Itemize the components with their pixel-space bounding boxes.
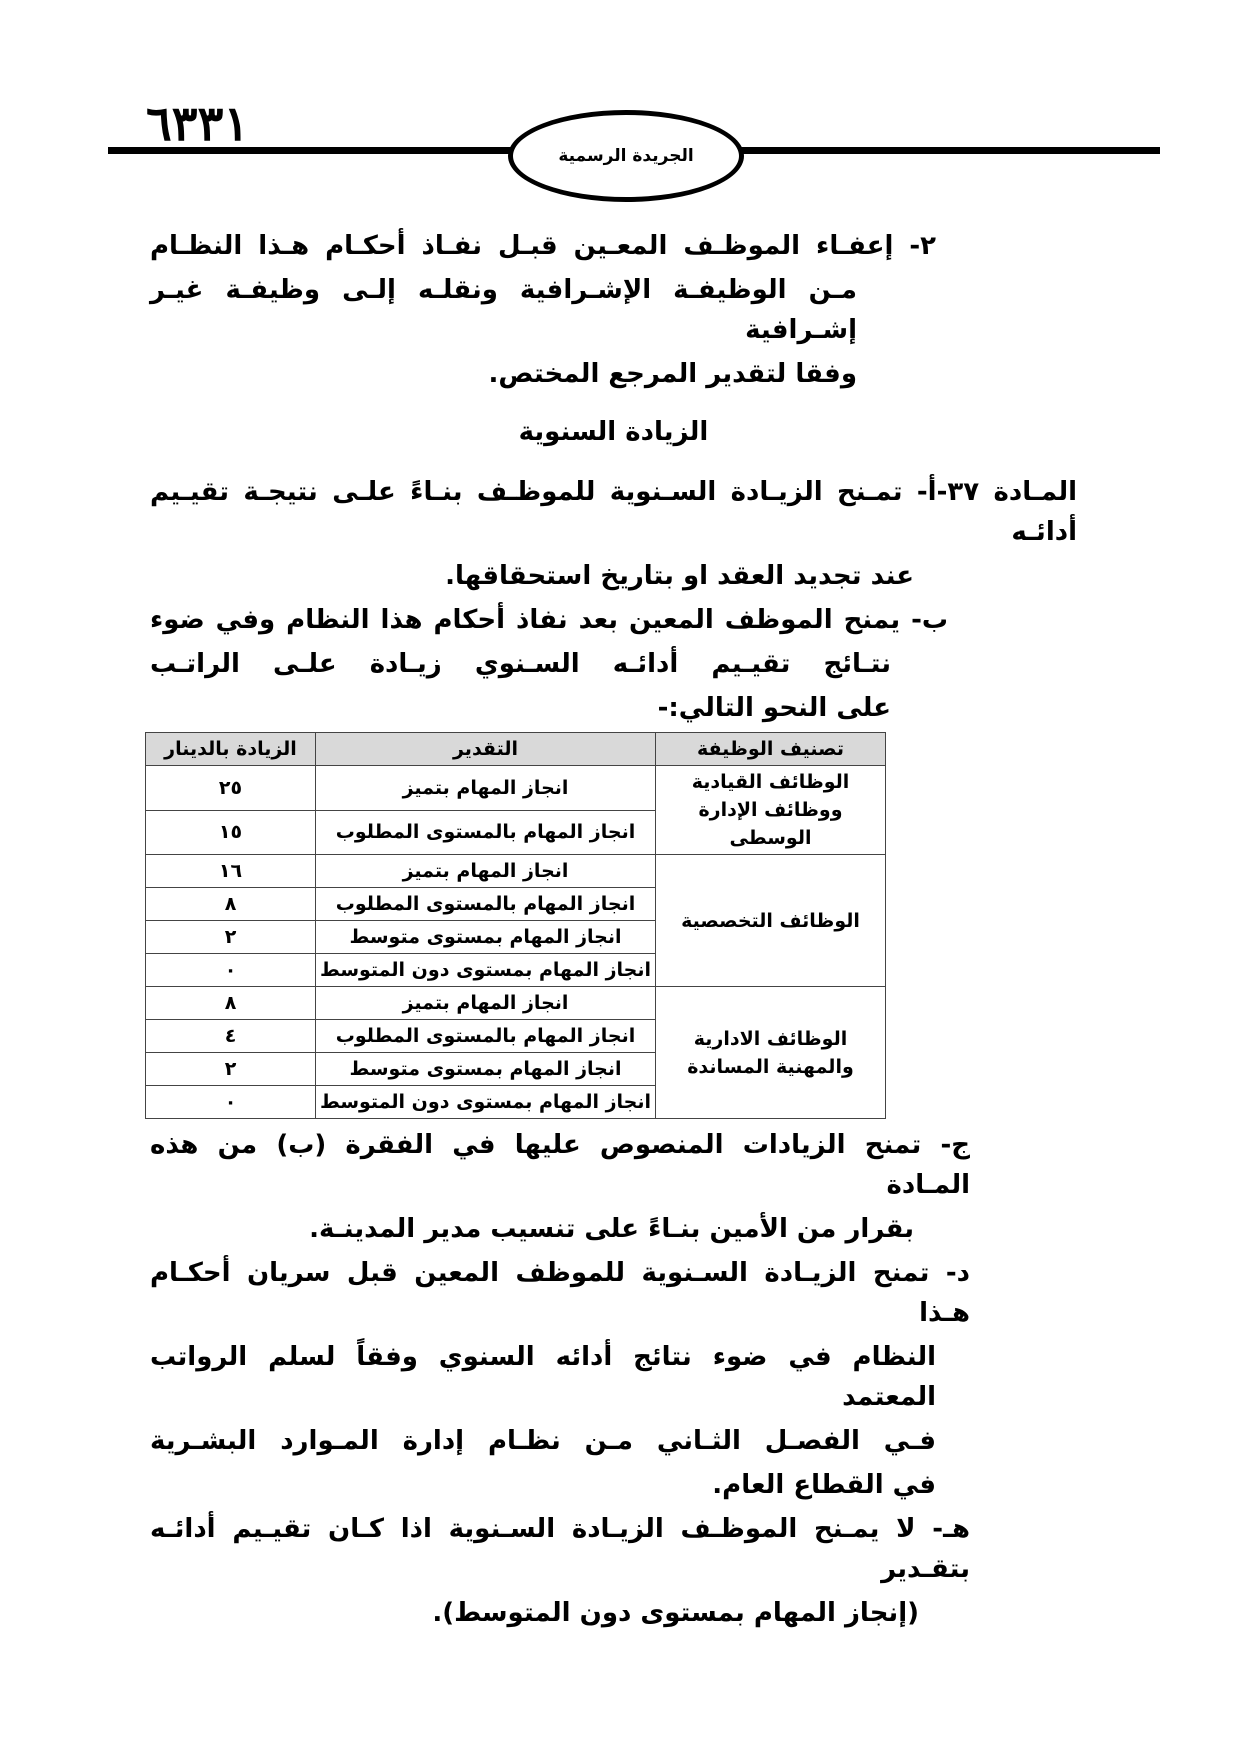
increase-cell: ١٦ [146, 855, 316, 888]
table-wrapper [146, 732, 886, 1119]
increase-cell: ٠ [146, 954, 316, 987]
text-line: في القطاع العام. [712, 1470, 936, 1500]
text-line: وفقا لتقدير المرجع المختص. [488, 359, 857, 389]
column-header: تصنيف الوظيفة [656, 733, 886, 766]
assessment-cell: انجاز المهام بتميز [316, 855, 656, 888]
text-line: مـن الوظيفـة الإشـرافية ونقلـه إلـى وظيفـة غيـر إشـرافية [150, 275, 857, 345]
gazette-title: الجريدة الرسمية [558, 146, 694, 166]
table-row [146, 766, 886, 811]
text-line: هـ- لا يمـنح الموظـف الزيـادة السـنوية اذا كـان تقيـيم أدائـه بتقـدير [150, 1514, 970, 1584]
assessment-cell: انجاز المهام بتميز [316, 987, 656, 1020]
text-line: فـي الفصـل الثـاني مـن نظـام إدارة المـوارد البشـرية [150, 1426, 936, 1456]
section-heading: الزيادة السنوية [518, 417, 709, 447]
assessment-cell: انجاز المهام بمستوى متوسط [316, 1053, 656, 1086]
increase-cell: ١٥ [146, 810, 316, 855]
increase-cell: ٢ [146, 921, 316, 954]
increase-cell: ٨ [146, 987, 316, 1020]
text-line: (إنجاز المهام بمستوى دون المتوسط). [432, 1598, 919, 1628]
increase-cell: ٢ [146, 1053, 316, 1086]
increase-cell: ٢٥ [146, 766, 316, 811]
text-line: د- تمنح الزيـادة السـنوية للموظف المعين قبل سريان أحكـام هـذا [150, 1258, 970, 1328]
column-header: التقدير [316, 733, 656, 766]
annual-increase-table [145, 732, 886, 1119]
text-line: نتـائج تقيـيم أدائـه السـنوي زيـادة علـى الراتـب [150, 649, 891, 679]
assessment-cell: انجاز المهام بتميز [316, 766, 656, 811]
increase-cell: ٠ [146, 1086, 316, 1119]
category-cell: الوظائف التخصصية [656, 855, 886, 987]
text-line: ج- تمنح الزيادات المنصوص عليها في الفقرة (ب) من هذه المـادة [150, 1130, 970, 1200]
category-cell: الوظائف الادارية والمهنية المساندة [656, 987, 886, 1119]
text-line: ٢- إعفـاء الموظـف المعـين قبـل نفـاذ أحكـام هـذا النظـام [150, 231, 936, 261]
text-line: المـادة ٣٧-أ- تمـنح الزيـادة السـنوية للموظـف بنـاءً علـى نتيجـة تقيـيم أدائـه [150, 477, 1077, 547]
increase-cell: ٨ [146, 888, 316, 921]
text-line: على النحو التالي:- [657, 693, 891, 723]
table-row [146, 987, 886, 1020]
assessment-cell: انجاز المهام بمستوى دون المتوسط [316, 954, 656, 987]
column-header: الزيادة بالدينار [146, 733, 316, 766]
text-line: النظام في ضوء نتائج أدائه السنوي وفقاً لسلم الرواتب المعتمد [150, 1342, 936, 1412]
assessment-cell: انجاز المهام بالمستوى المطلوب [316, 810, 656, 855]
assessment-cell: انجاز المهام بمستوى دون المتوسط [316, 1086, 656, 1119]
increase-cell: ٤ [146, 1020, 316, 1053]
table-header-row [146, 733, 886, 766]
text-line: ب- يمنح الموظف المعين بعد نفاذ أحكام هذا النظام وفي ضوء [150, 605, 948, 635]
document-body [150, 226, 1077, 1637]
table-row [146, 855, 886, 888]
gazette-seal [508, 110, 744, 202]
assessment-cell: انجاز المهام بالمستوى المطلوب [316, 1020, 656, 1053]
text-line: بقرار من الأمين بنـاءً على تنسيب مدير المدينـة. [309, 1214, 914, 1244]
category-cell: الوظائف القيادية ووظائف الإدارة الوسطى [656, 766, 886, 855]
assessment-cell: انجاز المهام بالمستوى المطلوب [316, 888, 656, 921]
text-line: عند تجديد العقد او بتاريخ استحقاقها. [445, 561, 914, 591]
assessment-cell: انجاز المهام بمستوى متوسط [316, 921, 656, 954]
page-number: ٦٣٣١ [146, 98, 250, 151]
